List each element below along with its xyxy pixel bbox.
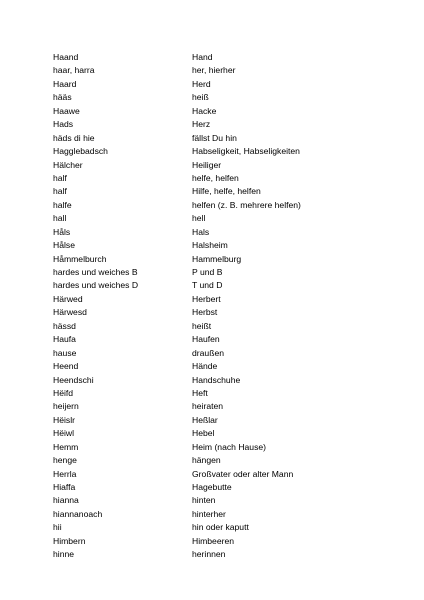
glossary-row: [53, 253, 393, 266]
dialect-word: Håmmelburch: [53, 253, 107, 264]
german-translation: draußen: [192, 347, 225, 358]
dialect-word: hardes und weiches D: [53, 280, 139, 291]
glossary-row: [53, 521, 393, 534]
dialect-word: hianna: [53, 495, 79, 506]
dialect-word: hii: [53, 522, 62, 533]
glossary-row: [53, 508, 393, 521]
dialect-word: hause: [53, 347, 77, 358]
dialect-word: Heendschi: [53, 374, 94, 385]
glossary-row: [53, 400, 393, 413]
german-translation: herinnen: [192, 549, 226, 560]
german-translation: Hebel: [192, 428, 215, 439]
dialect-word: hääs: [53, 92, 72, 103]
glossary-row: [53, 118, 393, 131]
dialect-word: halfe: [53, 199, 72, 210]
glossary-row: [53, 454, 393, 467]
dialect-word: Hads: [53, 119, 74, 130]
dialect-word: Härwesd: [53, 307, 87, 318]
dialect-word: Heend: [53, 361, 79, 372]
german-translation: heiß: [192, 92, 209, 103]
dialect-word: Haawe: [53, 105, 80, 116]
german-translation: Heft: [192, 387, 208, 398]
glossary-row: [53, 226, 393, 239]
german-translation: Hacke: [192, 105, 217, 116]
glossary-row: [53, 306, 393, 319]
dialect-word: Hëiwl: [53, 428, 75, 439]
glossary-table: [53, 51, 393, 562]
glossary-row: [53, 145, 393, 158]
german-translation: Handschuhe: [192, 374, 241, 385]
dialect-word: Hiaffa: [53, 482, 76, 492]
dialect-word: Herrla: [53, 468, 77, 479]
german-translation: Halsheim: [192, 240, 228, 251]
glossary-row: [53, 535, 393, 548]
german-translation: Hilfe, helfe, helfen: [192, 186, 261, 197]
glossary-row: [53, 266, 393, 279]
dialect-word: Hemm: [53, 441, 79, 452]
glossary-row: [53, 51, 393, 64]
german-translation: helfen (z. B. mehrere helfen): [192, 199, 301, 210]
glossary-row: [53, 279, 393, 292]
german-translation: heißt: [192, 320, 212, 331]
dialect-word: henge: [53, 455, 77, 466]
dialect-word: Himbern: [53, 535, 86, 546]
german-translation: fällst Du hin: [192, 132, 237, 143]
glossary-row: [53, 414, 393, 427]
glossary-row: [53, 78, 393, 91]
dialect-word: Hagglebadsch: [53, 146, 108, 157]
dialect-word: häds di hie: [53, 132, 95, 143]
german-translation: Hagebutte: [192, 482, 232, 492]
glossary-row: [53, 320, 393, 333]
dialect-word: Haand: [53, 52, 79, 62]
german-translation: her, hierher: [192, 65, 236, 76]
glossary-row: [53, 239, 393, 252]
glossary-row: [53, 64, 393, 77]
dialect-word: Håls: [53, 226, 71, 237]
german-translation: P und B: [192, 267, 223, 277]
german-translation: hin oder kaputt: [192, 522, 249, 533]
german-translation: hängen: [192, 455, 221, 466]
dialect-word: Hålse: [53, 240, 75, 251]
glossary-row: [53, 374, 393, 387]
german-translation: Haufen: [192, 334, 220, 345]
german-translation: Herbst: [192, 307, 218, 318]
glossary-row: [53, 199, 393, 212]
glossary-row: [53, 360, 393, 373]
dialect-word: hiannanoach: [53, 508, 103, 519]
dialect-word: Haufa: [53, 334, 76, 345]
german-translation: hinten: [192, 495, 216, 506]
dialect-word: Hëislr: [53, 414, 75, 425]
glossary-row: [53, 159, 393, 172]
german-translation: Herz: [192, 119, 211, 130]
german-translation: Heßlar: [192, 414, 218, 425]
glossary-row: [53, 172, 393, 185]
german-translation: Hals: [192, 226, 210, 237]
dialect-word: half: [53, 186, 67, 197]
glossary-row: [53, 91, 393, 104]
german-translation: Herbert: [192, 293, 221, 304]
glossary-row: [53, 494, 393, 507]
dialect-word: Haard: [53, 78, 77, 89]
dialect-word: haar, harra: [53, 65, 95, 76]
german-translation: Hände: [192, 361, 218, 372]
dialect-word: hall: [53, 213, 67, 224]
glossary-row: [53, 427, 393, 440]
dialect-word: Hälcher: [53, 159, 83, 170]
glossary-row: [53, 347, 393, 360]
german-translation: Herd: [192, 78, 211, 89]
german-translation: Heim (nach Hause): [192, 441, 267, 452]
german-translation: helfe, helfen: [192, 172, 239, 183]
dialect-word: Härwed: [53, 293, 83, 304]
dialect-word: hinne: [53, 549, 75, 560]
german-translation: Himbeeren: [192, 535, 235, 546]
glossary-row: [53, 468, 393, 481]
glossary-row: [53, 441, 393, 454]
dialect-word: hardes und weiches B: [53, 267, 138, 277]
german-translation: heiraten: [192, 401, 224, 412]
dialect-word: half: [53, 172, 67, 183]
german-translation: Hand: [192, 52, 213, 62]
german-translation: Habseligkeit, Habseligkeiten: [192, 146, 300, 157]
glossary-row: [53, 481, 393, 494]
glossary-row: [53, 387, 393, 400]
german-translation: hinterher: [192, 508, 226, 519]
dialect-word: Hëifd: [53, 387, 74, 398]
german-translation: Hammelburg: [192, 253, 242, 264]
glossary-row: [53, 105, 393, 118]
glossary-row: [53, 333, 393, 346]
dialect-word: heijern: [53, 401, 79, 412]
german-translation: T und D: [192, 280, 223, 291]
glossary-row: [53, 293, 393, 306]
glossary-row: [53, 548, 393, 561]
german-translation: Heiliger: [192, 159, 222, 170]
glossary-row: [53, 132, 393, 145]
glossary-row: [53, 185, 393, 198]
dialect-word: hässd: [53, 320, 76, 331]
glossary-row: [53, 212, 393, 225]
german-translation: hell: [192, 213, 206, 224]
german-translation: Großvater oder alter Mann: [192, 468, 294, 479]
